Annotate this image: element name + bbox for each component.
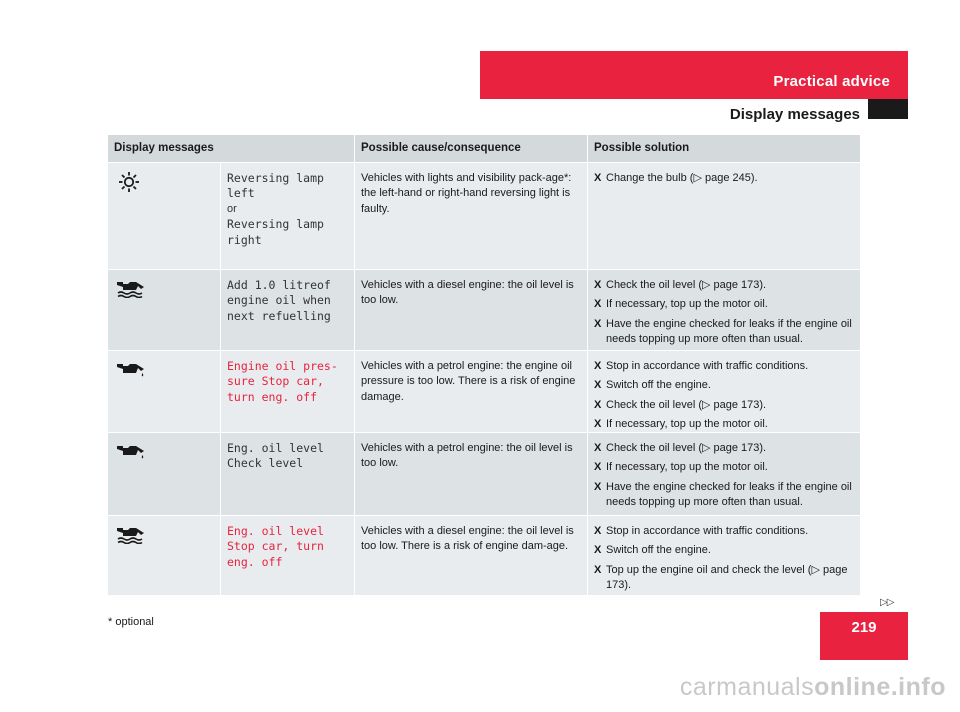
table-row: [108, 433, 860, 516]
solution-item: X Check the oil level (▷ page 173).: [594, 441, 854, 457]
cause-cell: Vehicles with a diesel engine: the oil level is too low. There is a risk of engine dam-age.: [355, 516, 588, 596]
cause-cell: Vehicles with a petrol engine: the engine oil pressure is too low. There is a risk of engine damage.: [355, 351, 588, 433]
column-header-solution: Possible solution: [588, 135, 860, 163]
message-line: right: [227, 232, 262, 247]
solution-item: X If necessary, top up the motor oil.: [594, 417, 854, 433]
cause-cell: Vehicles with a diesel engine: the oil level is too low.: [355, 270, 588, 351]
solution-item: X Switch off the engine.: [594, 378, 854, 394]
solution-item: X Change the bulb (▷ page 245).: [594, 171, 854, 187]
cause-cell: Vehicles with lights and visibility pack-age*: the left-hand or right-hand reversing light is faulty.: [355, 163, 588, 270]
oil-pressure-icon: [114, 359, 148, 379]
solution-item: X Stop in accordance with traffic conditions.: [594, 524, 854, 540]
solution-item: X Have the engine checked for leaks if the engine oil needs topping up more often than usual.: [594, 480, 852, 508]
table-header-row: [108, 135, 860, 163]
bullet-arrow-icon: X: [594, 461, 602, 473]
column-header-cause: Possible cause/consequence: [355, 135, 588, 163]
message-cell: Engine oil pres-sure Stop car, turn eng. off: [221, 351, 355, 433]
solution-item: X Check the oil level (▷ page 173).: [594, 398, 854, 414]
message-or: or: [227, 202, 237, 215]
bullet-arrow-icon: X: [594, 398, 602, 411]
bullet-arrow-icon: X: [594, 524, 602, 537]
solution-cell: [588, 270, 860, 351]
table-row: [108, 163, 860, 270]
bulb-icon: [114, 171, 144, 193]
solution-cell: [588, 516, 860, 596]
message-line: left: [227, 186, 255, 200]
bullet-arrow-icon: X: [594, 418, 602, 430]
solution-item: X Switch off the engine.: [594, 543, 854, 559]
solution-cell: [588, 433, 860, 516]
watermark-part2: online.info: [814, 673, 946, 701]
solution-item: X Have the engine checked for leaks if the engine oil needs topping up more often than usual.: [594, 317, 852, 345]
table-row: [108, 351, 860, 433]
solution-item: X If necessary, top up the motor oil.: [594, 460, 854, 476]
bullet-arrow-icon: X: [594, 359, 602, 372]
table-row: [108, 270, 860, 351]
watermark-part1: carmanuals: [679, 673, 815, 701]
oil-pressure-icon: [114, 441, 148, 461]
solution-item: X If necessary, top up the motor oil.: [594, 297, 854, 313]
section-title: Practical advice: [773, 73, 890, 90]
footnote: * optional: [108, 616, 154, 628]
header-tab-block: [868, 99, 908, 119]
message-cell: [221, 163, 355, 270]
bullet-arrow-icon: X: [594, 379, 602, 391]
bullet-arrow-icon: X: [594, 317, 602, 330]
message-cell: Add 1.0 litreof engine oil when next refuelling: [221, 270, 355, 351]
icon-cell: [108, 433, 221, 516]
cause-cell: Vehicles with a petrol engine: the oil level is too low.: [355, 433, 588, 516]
bullet-arrow-icon: X: [594, 480, 602, 493]
message-cell: Eng. oil level Check level: [221, 433, 355, 516]
bullet-arrow-icon: X: [594, 544, 602, 556]
page-number: 219: [851, 619, 877, 636]
message-line: Reversing lamp: [227, 170, 324, 185]
icon-cell: [108, 163, 221, 270]
bullet-arrow-icon: X: [594, 278, 602, 291]
solution-item: X Top up the engine oil and check the level (▷ page 173).: [594, 563, 848, 591]
bullet-arrow-icon: X: [594, 298, 602, 310]
solution-cell: [588, 351, 860, 433]
solution-item: X Check the oil level (▷ page 173).: [594, 278, 854, 294]
watermark: [680, 673, 946, 702]
icon-cell: [108, 516, 221, 596]
oil-level-icon: [114, 524, 148, 544]
icon-cell: [108, 351, 221, 433]
section-header-bar: [480, 51, 908, 99]
continued-marker: ▷▷: [880, 597, 894, 608]
solution-cell: [588, 163, 860, 270]
bullet-arrow-icon: X: [594, 171, 602, 184]
message-line: Reversing lamp: [227, 217, 324, 231]
page-number-box: [820, 612, 908, 660]
bullet-arrow-icon: X: [594, 563, 602, 576]
bullet-arrow-icon: X: [594, 441, 602, 454]
column-header-display-messages: Display messages: [108, 135, 355, 163]
icon-cell: [108, 270, 221, 351]
oil-level-icon: [114, 278, 148, 298]
message-cell: Eng. oil level Stop car, turn eng. off: [221, 516, 355, 596]
solution-item: X Stop in accordance with traffic conditions.: [594, 359, 854, 375]
display-messages-table: [108, 135, 860, 596]
subsection-title: Display messages: [729, 106, 860, 123]
table-row: [108, 516, 860, 596]
